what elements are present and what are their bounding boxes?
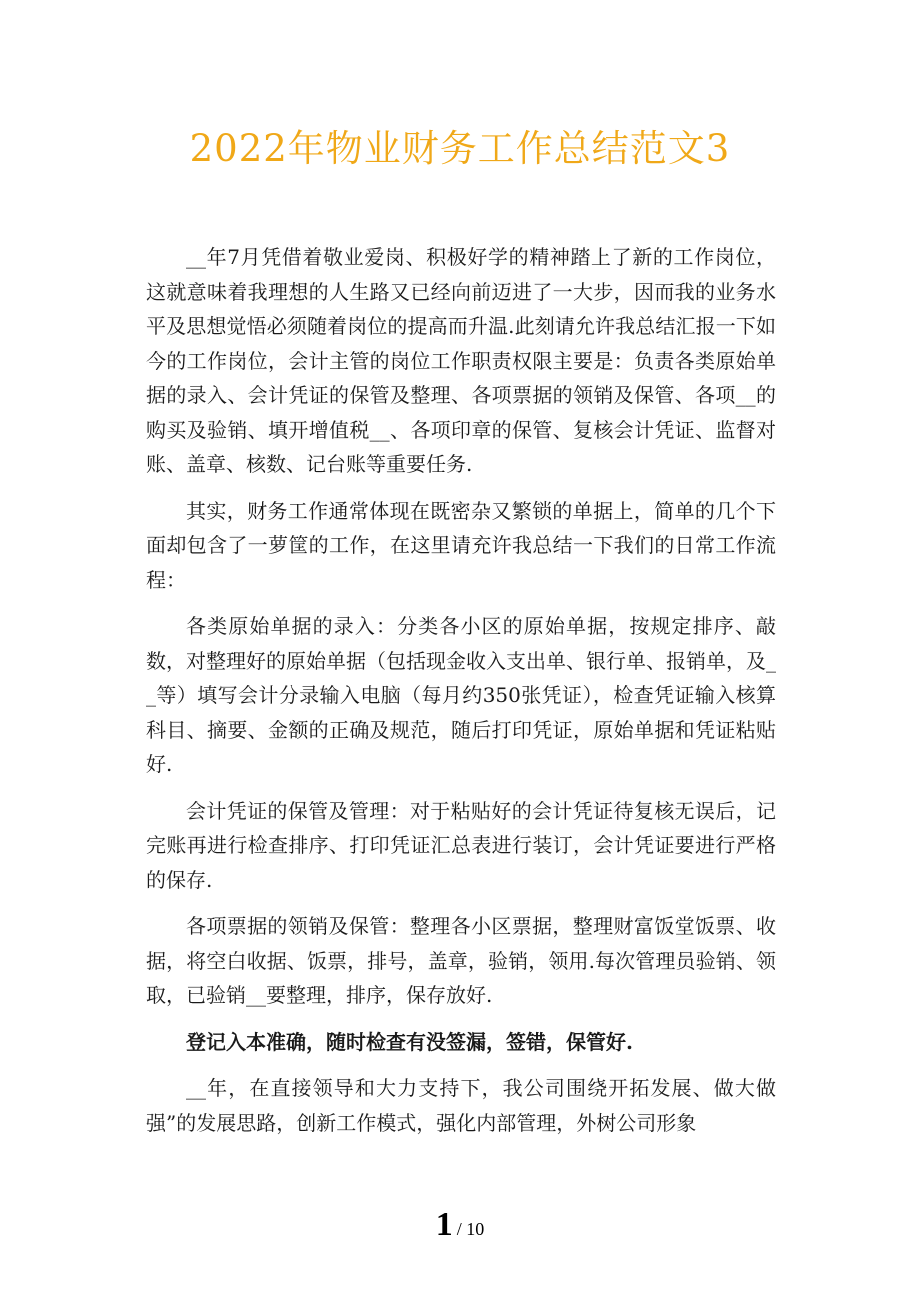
paragraph-bold-note: 登记入本准确，随时检查有没签漏，签错，保管好. [186,1029,633,1054]
page-number [0,1206,920,1244]
paragraph-voucher-entry: 各类原始单据的录入：分类各小区的原始单据，按规定排序、敲数，对整理好的原始单据（包括现金收入支出单、银行单、报销单，及__等）填写会计分录输入电脑（每月约350张凭证），检查凭证输入核算科目、摘要、金额的正确及规范，随后打印凭证，原始单据和凭证粘贴好. [146,614,776,776]
paragraph-workflow-intro: 其实，财务工作通常体现在既密杂又繁锁的单据上，简单的几个下面却包含了一萝筐的工作，在这里请充许我总结一下我们的日常工作流程： [146,498,776,592]
total-pages: / 10 [456,1219,485,1239]
current-page: 1 [435,1206,453,1243]
paragraph-intro: __年7月凭借着敬业爱岗、积极好学的精神踏上了新的工作岗位，这就意味着我理想的人生路又已经向前迈进了一大步，因而我的业务水平及思想觉悟必须随着岗位的提高而升温.此刻请允许我总结汇报一下如今的工作岗位，会计主管的岗位工作职责权限主要是：负责各类原始单据的录入、会计凭证的保管及整理、各项票据的领销及保管、各项__的购买及验销、填开增值税__、各项印章的保管、复核会计凭证、监督对账、盖章、核数、记台账等重要任务. [146,245,776,476]
document-body [146,240,776,1152]
document-title: 2022年物业财务工作总结范文3 [189,127,731,170]
paragraph-annual-summary: __年，在直接领导和大力支持下，我公司围绕开拓发展、做大做强”的发展思路，创新工作模式，强化内部管理，外树公司形象 [146,1076,776,1135]
paragraph-ticket-management: 各项票据的领销及保管：整理各小区票据，整理财富饭堂饭票、收据，将空白收据、饭票，排号，盖章，验销，领用.每次管理员验销、领取，已验销__要整理，排序，保存放好. [146,914,776,1007]
paragraph-voucher-custody: 会计凭证的保管及管理：对于粘贴好的会计凭证待复核无误后，记完账再进行检查排序、打印凭证汇总表进行装订，会计凭证要进行严格的保存. [146,798,776,892]
